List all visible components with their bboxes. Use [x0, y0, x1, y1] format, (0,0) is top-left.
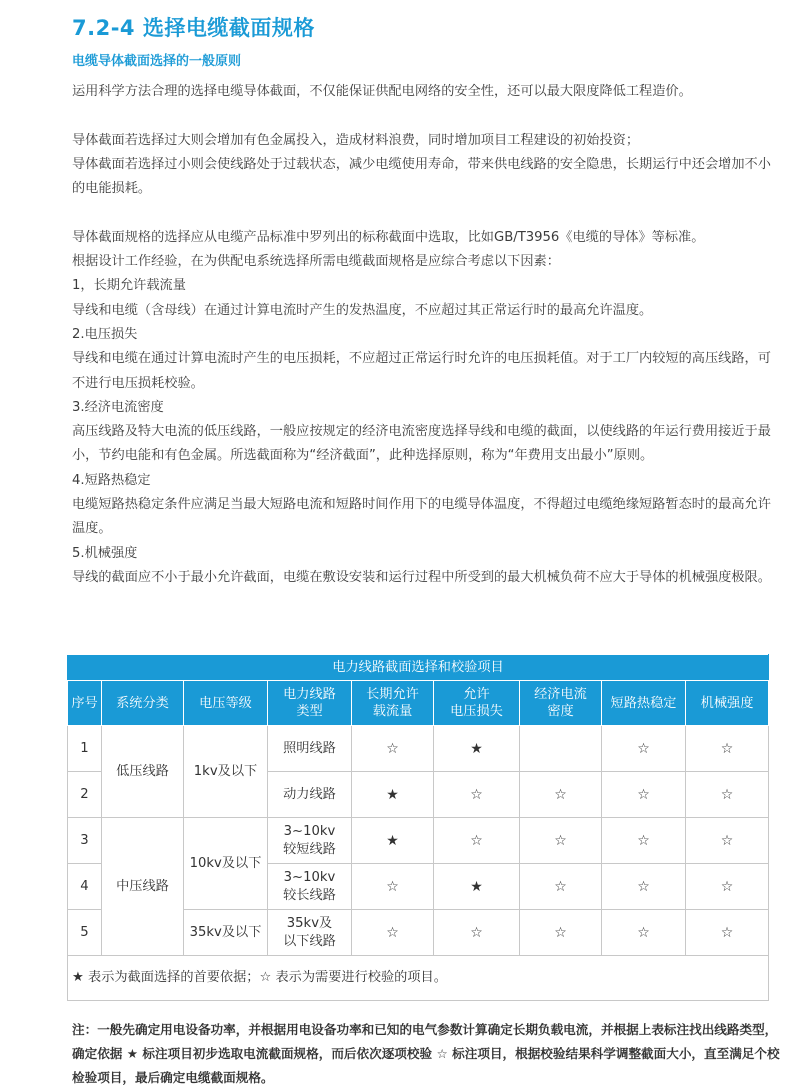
- header-line-type-l2: 类型: [296, 704, 323, 719]
- row-no: 3: [68, 818, 102, 864]
- line-type-l2: 以下线路: [283, 933, 336, 949]
- line-type: [268, 910, 352, 956]
- table-row: [68, 726, 769, 772]
- cable-selection-table: [67, 654, 769, 1001]
- header-voltage-loss-l2: 电压损失: [450, 704, 503, 719]
- header-density-l2: 密度: [547, 704, 574, 719]
- paragraph-too-large: 导体截面若选择过大则会增加有色金属投入，造成材料浪费，同时增加项目工程建设的初始投资；: [72, 132, 640, 148]
- table-container: [67, 654, 768, 1001]
- factor-3-text: 高压线路及特大电流的低压线路，一般应按规定的经济电流密度选择导线和电缆的截面，以使线路的年运行费用接近于最小，节约电能和有色金属。所选截面称为“经济截面”，此种选择原则，称为“年费用支出最小”原则。: [72, 424, 771, 464]
- header-line-type: [268, 681, 352, 726]
- factor-2-text: 导线和电缆在通过计算电流时产生的电压损耗，不应超过正常运行时允许的电压损耗值。对于工厂内较短的高压线路，可不进行电压损耗校验。: [72, 351, 771, 391]
- mark-mechanical: ☆: [686, 726, 769, 772]
- mark-short-circuit: ☆: [602, 772, 686, 818]
- header-density: [520, 681, 602, 726]
- line-type: [268, 864, 352, 910]
- footnote: 注：一般先确定用电设备功率，并根据用电设备功率和已知的电气参数计算确定长期负载电流，并根据上表标注找出线路类型，确定依据 ★ 标注项目初步选取电流截面规格，而后依次逐项校验 ☆ 标注项目，根据校验结果科学调整截面大小，直至满足个校检验项目，最后确定电缆截面规格。: [72, 1022, 780, 1085]
- mark-density: ☆: [520, 818, 602, 864]
- factor-4-text: 电缆短路热稳定条件应满足当最大短路电流和短路时间作用下的电缆导体温度，不得超过电缆绝缘短路暂态时的最高允许温度。: [72, 497, 771, 537]
- line-type-l1: 3~10kv: [283, 869, 336, 885]
- header-mechanical: 机械强度: [686, 681, 769, 726]
- factor-1-text: 导线和电缆（含母线）在通过计算电流时产生的发热温度，不应超过其正常运行时的最高允许温度。: [72, 302, 653, 318]
- line-type: 动力线路: [268, 772, 352, 818]
- line-type-l1: 35kv及: [286, 915, 333, 931]
- mark-voltage-loss: ☆: [434, 818, 520, 864]
- header-voltage-loss-l1: 允许: [463, 687, 490, 702]
- header-current-l2: 载流量: [372, 704, 413, 719]
- factor-1-title: 1，长期允许载流量: [72, 278, 186, 294]
- system-low-voltage: 低压线路: [102, 726, 184, 818]
- factor-5-title: 5.机械强度: [72, 545, 138, 561]
- factor-5-text: 导线的截面应不小于最小允许截面，电缆在敷设安装和运行过程中所受到的最大机械负荷不应大于导体的机械强度极限。: [72, 569, 771, 585]
- header-line-type-l1: 电力线路: [283, 687, 336, 702]
- paragraph-standard: 导体截面规格的选择应从电缆产品标准中罗列出的标称截面中选取，比如GB/T3956《电缆的导体》等标准。: [72, 229, 705, 245]
- line-type-l2: 较短线路: [283, 841, 336, 857]
- header-short-circuit: 短路热稳定: [602, 681, 686, 726]
- mark-density: ☆: [520, 864, 602, 910]
- mark-voltage-loss: ★: [434, 864, 520, 910]
- mark-current: ☆: [352, 726, 434, 772]
- mark-mechanical: ☆: [686, 910, 769, 956]
- mark-density: ☆: [520, 910, 602, 956]
- header-density-l1: 经济电流: [534, 687, 587, 702]
- paragraph-gap: [72, 201, 782, 225]
- factor-4-title: 4.短路热稳定: [72, 472, 151, 488]
- header-current-l1: 长期允许: [366, 687, 419, 702]
- line-type: [268, 818, 352, 864]
- system-mid-voltage: 中压线路: [102, 818, 184, 956]
- mark-voltage-loss: ★: [434, 726, 520, 772]
- line-type-l2: 较长线路: [283, 887, 336, 903]
- row-no: 4: [68, 864, 102, 910]
- line-type: 照明线路: [268, 726, 352, 772]
- table-legend: ★ 表示为截面选择的首要依据；☆ 表示为需要进行校验的项目。: [68, 956, 769, 1001]
- mark-current: ☆: [352, 864, 434, 910]
- mark-mechanical: ☆: [686, 818, 769, 864]
- body-text: [72, 80, 782, 590]
- mark-short-circuit: ☆: [602, 864, 686, 910]
- mark-short-circuit: ☆: [602, 910, 686, 956]
- header-no: 序号: [68, 681, 102, 726]
- mark-current: ☆: [352, 910, 434, 956]
- mark-voltage-loss: ☆: [434, 910, 520, 956]
- mark-mechanical: ☆: [686, 864, 769, 910]
- paragraph-gap: [72, 104, 782, 128]
- header-voltage-loss: [434, 681, 520, 726]
- table-caption: 电力线路截面选择和校验项目: [68, 655, 769, 681]
- section-subtitle: 电缆导体截面选择的一般原则: [72, 54, 242, 69]
- mark-current: ★: [352, 772, 434, 818]
- factor-2-title: 2.电压损失: [72, 326, 138, 342]
- mark-voltage-loss: ☆: [434, 772, 520, 818]
- row-no: 1: [68, 726, 102, 772]
- mark-density: [520, 726, 602, 772]
- section-title: 7.2-4 选择电缆截面规格: [72, 16, 315, 40]
- row-no: 2: [68, 772, 102, 818]
- paragraph-factors-intro: 根据设计工作经验，在为供配电系统选择所需电缆截面规格是应综合考虑以下因素：: [72, 254, 560, 270]
- mark-density: ☆: [520, 772, 602, 818]
- voltage-10kv: 10kv及以下: [184, 818, 268, 910]
- header-system: 系统分类: [102, 681, 184, 726]
- voltage-35kv: 35kv及以下: [184, 910, 268, 956]
- mark-current: ★: [352, 818, 434, 864]
- paragraph-intro: 运用科学方法合理的选择电缆导体截面，不仅能保证供配电网络的安全性，还可以最大限度降低工程造价。: [72, 84, 692, 99]
- line-type-l1: 3~10kv: [283, 823, 336, 839]
- mark-mechanical: ☆: [686, 772, 769, 818]
- factor-3-title: 3.经济电流密度: [72, 399, 164, 415]
- voltage-1kv: 1kv及以下: [184, 726, 268, 818]
- row-no: 5: [68, 910, 102, 956]
- mark-short-circuit: ☆: [602, 818, 686, 864]
- header-current: [352, 681, 434, 726]
- table-row: [68, 818, 769, 864]
- mark-short-circuit: ☆: [602, 726, 686, 772]
- paragraph-too-small: 导体截面若选择过小则会使线路处于过载状态，减少电缆使用寿命，带来供电线路的安全隐患，长期运行中还会增加不小的电能损耗。: [72, 156, 771, 197]
- header-voltage: 电压等级: [184, 681, 268, 726]
